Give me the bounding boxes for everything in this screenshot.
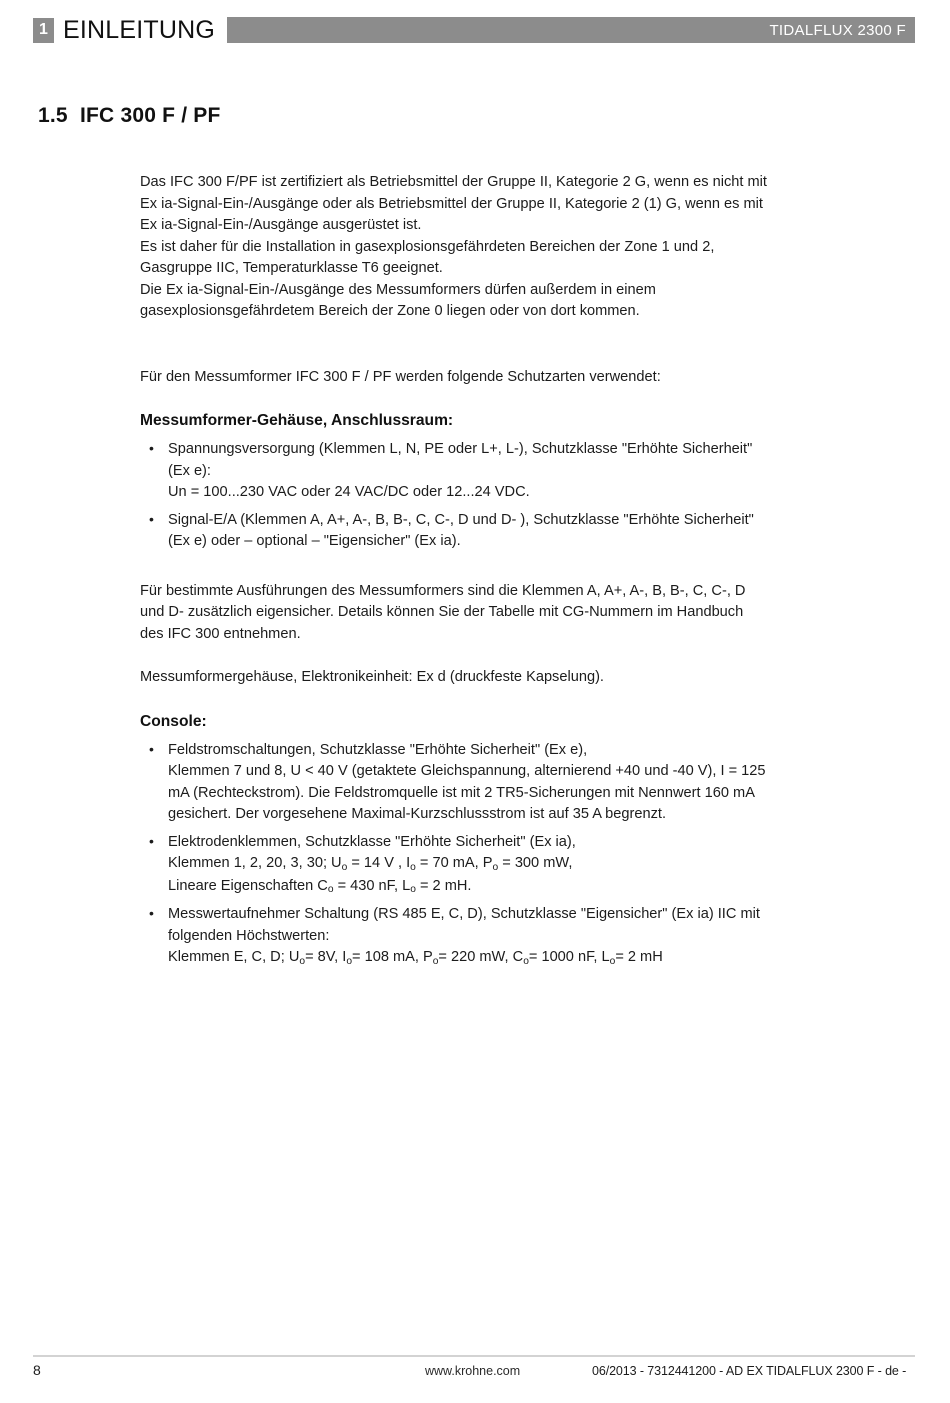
bullet-line: • Messwertaufnehmer Schaltung (RS 485 E, C, D), Schutzklasse "Eigensicher" (Ex ia) IIC mit xyxy=(168,906,760,922)
formula-part: = 70 mA, P xyxy=(415,855,493,871)
formula-part: = 8V, I xyxy=(305,949,347,965)
formula-part: = 1000 nF, L xyxy=(528,949,610,965)
formula-part: = 108 mA, P xyxy=(352,949,433,965)
chapter-number-badge: 1 xyxy=(33,18,54,43)
bullet-line: Klemmen 7 und 8, U < 40 V (getaktete Gleichspannung, alternierend +40 und -40 V), I = 125 xyxy=(168,763,766,779)
footer-document-reference: 06/2013 - 7312441200 - AD EX TIDALFLUX 2300 F - de - xyxy=(592,1364,907,1378)
electronics-paragraph: Messumformergehäuse, Elektronikeinheit: Ex d (druckfeste Kapselung). xyxy=(140,669,604,685)
formula-part: = 300 mW, xyxy=(498,855,573,871)
body-block xyxy=(140,172,912,970)
bullet-line: Un = 100...230 VAC oder 24 VAC/DC oder 12...24 VDC. xyxy=(168,484,530,500)
footer-website[interactable]: www.krohne.com xyxy=(425,1364,521,1378)
formula-part: = 2 mH. xyxy=(415,877,472,894)
formula-part: = 14 V , I xyxy=(347,855,411,871)
note-paragraph xyxy=(140,581,912,646)
intro-line-5: Gasgruppe IIC, Temperaturklasse T6 geeignet. xyxy=(140,260,443,276)
bullet-line-formula xyxy=(168,947,912,970)
list-item xyxy=(140,832,912,899)
note-line-2: und D- zusätzlich eigensicher. Details können Sie der Tabelle mit CG-Nummern im Handbuch xyxy=(140,604,744,620)
formula-part: Klemmen E, C, D; U xyxy=(168,949,300,965)
bullet-line: (Ex e): xyxy=(168,462,211,479)
page-footer xyxy=(33,1355,915,1389)
list-item xyxy=(140,904,912,970)
subscript-o: o xyxy=(327,884,334,896)
formula-part: Klemmen 1, 2, 20, 3, 30; U xyxy=(168,855,342,871)
bullet-line: • Signal-E/A (Klemmen A, A+, A-, B, B-, C, C-, D und D- ), Schutzklasse "Erhöhte Sicherheit" xyxy=(168,511,754,528)
section-number: 1.5 xyxy=(38,104,68,127)
subscript-o: o xyxy=(410,884,416,896)
intro-line-4: Es ist daher für die Installation in gasexplosionsgefährdeten Bereichen der Zone 1 und 2, xyxy=(140,238,715,255)
note-line-3: des IFC 300 entnehmen. xyxy=(140,625,301,642)
bullet-line-formula xyxy=(168,853,912,876)
page-title xyxy=(38,104,950,128)
bullet-line: • Elektrodenklemmen, Schutzklasse "Erhöhte Sicherheit" (Ex ia), xyxy=(168,833,576,850)
intro-line-2: Ex ia-Signal-Ein-/Ausgänge oder als Betriebsmittel der Gruppe II, Kategorie 2 (1) G, wenn es mit xyxy=(140,195,763,212)
subscript-o: o xyxy=(341,861,348,873)
intro-line-6: Die Ex ia-Signal-Ein-/Ausgänge des Messumformers dürfen außerdem in einem xyxy=(140,281,656,298)
bullet-line: gesichert. Der vorgesehene Maximal-Kurzschlussstrom ist auf 35 A begrenzt. xyxy=(168,806,667,822)
subscript-o: o xyxy=(432,955,439,967)
bullet-line: • Spannungsversorgung (Klemmen L, N, PE oder L+, L-), Schutzklasse "Erhöhte Sicherheit" xyxy=(168,441,753,457)
bullet-line: mA (Rechteckstrom). Die Feldstromquelle ist mit 2 TR5-Sicherungen mit Nennwert 160 mA xyxy=(168,784,755,801)
list-item xyxy=(140,510,912,553)
list-item xyxy=(140,439,912,504)
subscript-o: o xyxy=(299,955,306,967)
footer-row xyxy=(33,1362,915,1382)
page-header xyxy=(33,14,915,46)
page-number: 8 xyxy=(33,1362,41,1378)
intro-paragraph xyxy=(140,172,912,323)
subscript-o: o xyxy=(609,955,616,967)
formula-part: = 220 mW, C xyxy=(438,949,524,965)
formula-part: = 430 nF, L xyxy=(333,877,411,894)
section-heading-text: IFC 300 F / PF xyxy=(80,104,221,127)
product-name-label: TIDALFLUX 2300 F xyxy=(769,21,906,39)
bullet-line: folgenden Höchstwerten: xyxy=(168,927,330,944)
list-item xyxy=(140,740,912,826)
console-bullet-list xyxy=(140,740,912,970)
intro-line-1: Das IFC 300 F/PF ist zertifiziert als Betriebsmittel der Gruppe II, Kategorie 2 G, wenn es nicht mit xyxy=(140,174,767,190)
formula-part: Lineare Eigenschaften C xyxy=(168,877,328,894)
note-line-1: Für bestimmte Ausführungen des Messumformers sind die Klemmen A, A+, A-, B, B-, C, C-, D xyxy=(140,582,746,599)
bullet-line-formula xyxy=(168,876,912,899)
subscript-o: o xyxy=(492,861,499,873)
housing-bullet-list xyxy=(140,439,912,553)
chapter-title: EINLEITUNG xyxy=(63,15,216,44)
header-accent-bar xyxy=(227,17,915,43)
intro-line-7: gasexplosionsgefährdetem Bereich der Zone 0 liegen oder von dort kommen. xyxy=(140,303,640,319)
subscript-o: o xyxy=(523,955,529,967)
formula-part: = 2 mH xyxy=(615,949,663,965)
bullet-line: • Feldstromschaltungen, Schutzklasse "Erhöhte Sicherheit" (Ex e), xyxy=(168,741,588,758)
footer-divider xyxy=(33,1355,915,1357)
subscript-o: o xyxy=(346,955,353,967)
lead-in-paragraph: Für den Messumformer IFC 300 F / PF werden folgende Schutzarten verwendet: xyxy=(140,368,661,385)
bullet-line: (Ex e) oder – optional – "Eigensicher" (Ex ia). xyxy=(168,533,461,549)
subscript-o: o xyxy=(410,861,416,873)
page-content xyxy=(0,104,950,976)
console-heading: Console: xyxy=(140,712,207,730)
intro-line-3: Ex ia-Signal-Ein-/Ausgänge ausgerüstet ist. xyxy=(140,217,422,233)
housing-heading: Messumformer-Gehäuse, Anschlussraum: xyxy=(140,412,454,429)
